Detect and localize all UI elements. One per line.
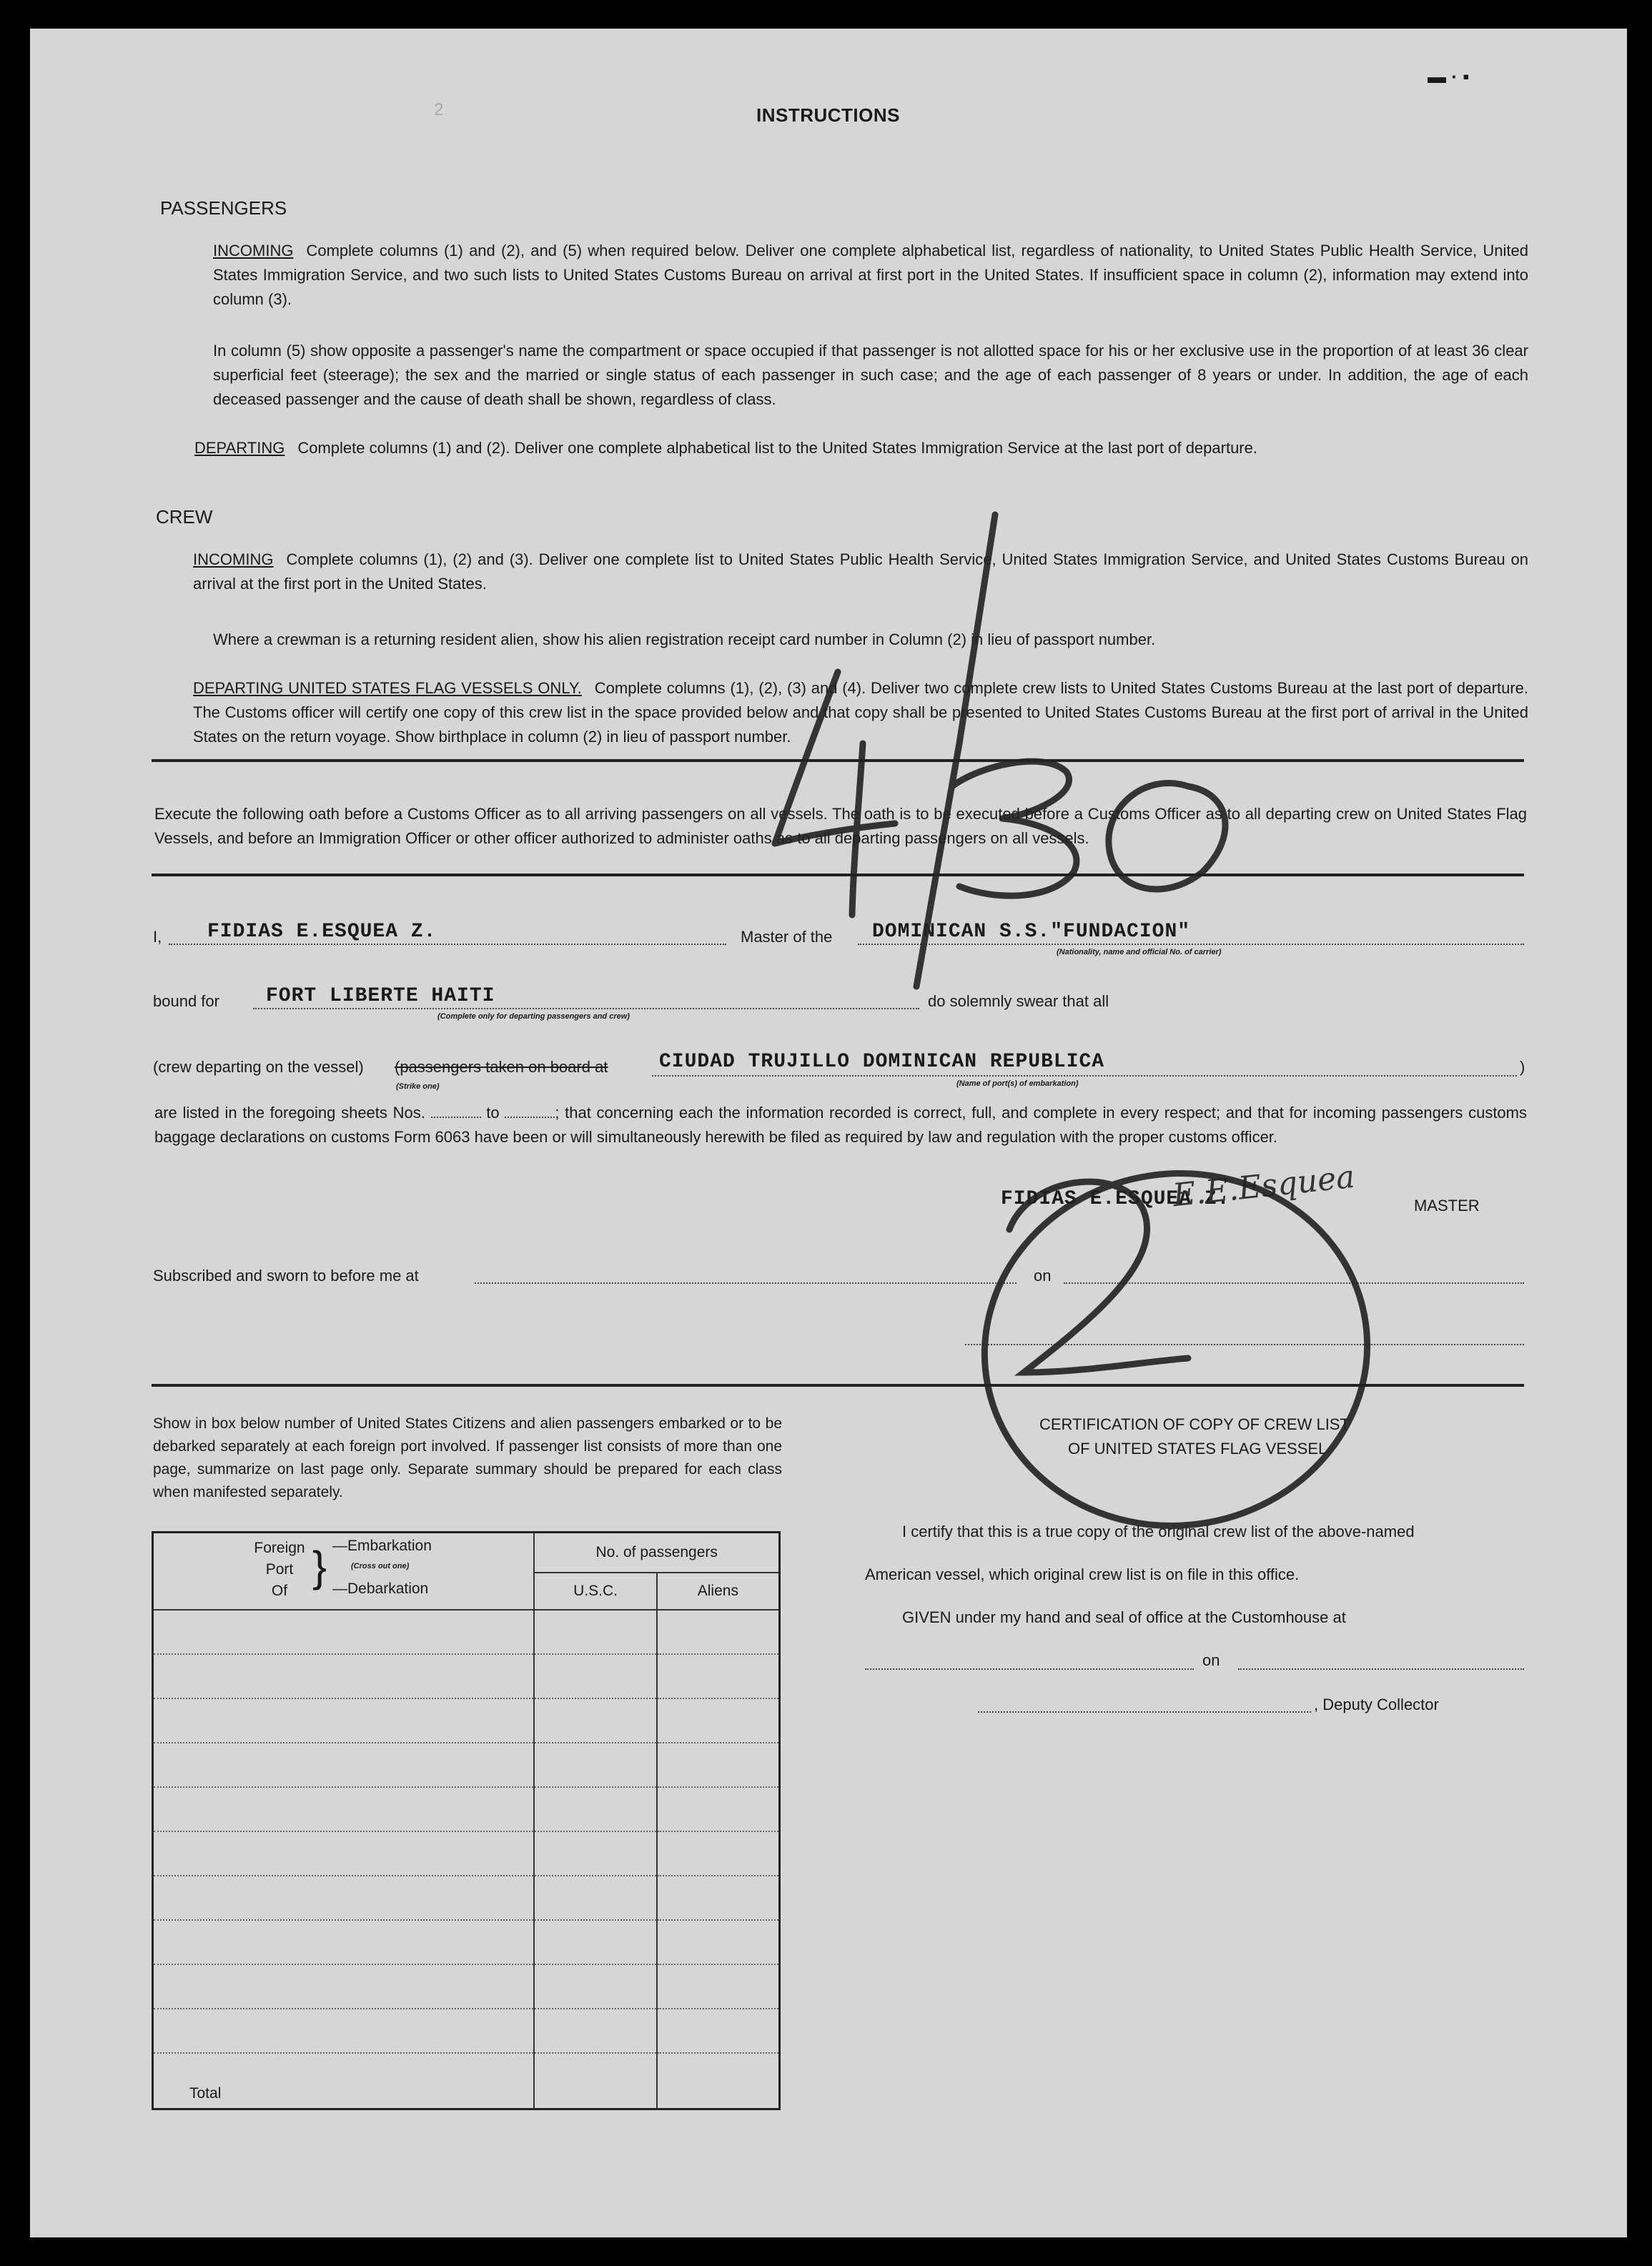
crew-resident-text: Where a crewman is a returning resident alien, show his alien registration receipt card number in Column (2) in lieu of passport number. — [213, 630, 1156, 648]
master-of-label: Master of the — [741, 928, 833, 946]
certification-text-2: American vessel, which original crew list is on file in this office. — [865, 1565, 1300, 1583]
master-name: FIDIAS E.ESQUEA Z. — [207, 921, 437, 943]
certification-title-line2: OF UNITED STATES FLAG VESSEL — [1068, 1440, 1327, 1458]
close-paren: ) — [1520, 1058, 1525, 1076]
handwritten-four-thirty — [775, 515, 1225, 986]
embarkation-note: (Name of port(s) of embarkation) — [956, 1079, 1079, 1088]
deputy-collector-label: , Deputy Collector — [1314, 1696, 1439, 1713]
total-label: Total — [189, 2085, 222, 2102]
passengers-column5-text: In column (5) show opposite a passenger's name the compartment or space occupied if that passenger is not allotted space for his or her exclusive use in the proportion of at least 36 clear superficial feet (steerage); the sex and the married or single status of each passenger in such case; and the age of each passenger of 8 years or under. In addition, the age of each deceased passenger and the cause of death shall be shown, regardless of class. — [213, 342, 1528, 408]
debarkation-label: —Debarkation — [332, 1580, 429, 1597]
signature-handwritten: E.E.Esquea — [1171, 1158, 1357, 1214]
passengers-departing-label: DEPARTING — [194, 439, 285, 457]
subscribed-on-label: on — [1034, 1267, 1052, 1285]
usc-label: U.S.C. — [573, 1583, 618, 1599]
oath-i-label: I, — [153, 928, 162, 946]
cross-out-note: (Cross out one) — [351, 1562, 410, 1570]
summary-instructions: Show in box below number of United States Citizens and alien passengers embarked or to be debarked separately at each foreign port involved. If passenger list consists of more than one page, summarize on last page only. Separate summary should be prepared for each class when manifested separately. — [153, 1415, 782, 1500]
strike-note: (Strike one) — [396, 1082, 440, 1091]
swear-text: do solemnly swear that all — [928, 992, 1109, 1010]
crew-incoming-label: INCOMING — [193, 550, 274, 568]
crew-departing-option: (crew departing on the vessel) — [153, 1058, 364, 1076]
vessel-name: DOMINICAN S.S."FUNDACION" — [872, 921, 1191, 943]
crew-incoming-text: Complete columns (1), (2) and (3). Deliver one complete list to United States Public Health Service, United States Immigration Service, and United States Customs Bureau on arrival at the first port in the United States. — [193, 550, 1528, 593]
passengers-incoming-label: INCOMING — [213, 242, 294, 259]
certification-title-line1: CERTIFICATION OF COPY OF CREW LIST — [1039, 1415, 1350, 1433]
oath-intro: Execute the following oath before a Customs Officer as to all arriving passengers on all vessels. The oath is to be executed before a Customs Officer as to all departing crew on United States Flag Vessels, and before an Immigration Officer or other officer authorized to administer oaths as to all departing passengers on all vessels. — [154, 805, 1527, 847]
signature-typed: FIDIAS E.ESQUEA Z. — [1001, 1188, 1230, 1210]
port-header-words: Foreign Port Of — [254, 1540, 305, 1599]
passengers-option-struck: (passengers taken on board at — [395, 1058, 608, 1076]
bound-for-label: bound for — [153, 992, 219, 1010]
certification-text-1: I certify that this is a true copy of the original crew list of the above-named — [902, 1523, 1415, 1540]
crew-heading: CREW — [156, 506, 213, 528]
page-mark: 2 — [434, 100, 444, 119]
no-of-passengers-label: No. of passengers — [535, 1533, 778, 1573]
brace: } — [312, 1543, 327, 1590]
crew-departing-label: DEPARTING UNITED STATES FLAG VESSELS ONLY. — [193, 679, 582, 697]
embarkation-port: CIUDAD TRUJILLO DOMINICAN REPUBLICA — [659, 1051, 1105, 1073]
embarkation-label: —Embarkation — [332, 1538, 432, 1554]
passengers-departing-text: Complete columns (1) and (2). Deliver one complete alphabetical list to the United States Immigration Service at the last port of departure. — [297, 439, 1257, 457]
aliens-label: Aliens — [656, 1573, 778, 1609]
form-page — [30, 29, 1627, 2237]
passengers-incoming-text: Complete columns (1) and (2), and (5) when required below. Deliver one complete alphabetical list, regardless of nationality, to United States Public Health Service, United States Immigration Service, and two such lists to United States Customs Bureau on arrival at first port in the United States. If insufficient space in column (2), information may extend into column (3). — [213, 242, 1528, 308]
passengers-heading: PASSENGERS — [160, 197, 287, 219]
bound-for-note: (Complete only for departing passengers and crew) — [437, 1012, 630, 1021]
certification-given: GIVEN under my hand and seal of office at the Customhouse at — [902, 1608, 1346, 1626]
crew-departing-text: Complete columns (1), (2), (3) and (4). Deliver two complete crew lists to United States Customs Bureau at the last port of departure. The Customs officer will certify one copy of this crew list in the space provided below and that copy shall be presented to United States Customs Bureau at the first port of arrival in the United States on the return voyage. Show birthplace in column (2) in lieu of passport number. — [193, 679, 1528, 746]
sheets-to-label: to — [486, 1104, 500, 1122]
subscribed-label: Subscribed and sworn to before me at — [153, 1267, 419, 1285]
sheets-label: are listed in the foregoing sheets Nos. — [154, 1104, 425, 1122]
declaration-text: ; that concerning each the information recorded is correct, full, and complete in every respect; and that for incoming passengers customs baggage declarations on customs Form 6063 have been or will simultaneously herewith be filed as required by law and regulation with the proper customs officer. — [154, 1104, 1527, 1146]
vessel-note: (Nationality, name and official No. of carrier) — [1057, 948, 1222, 956]
corner-mark: ▬ · ▪ — [1428, 66, 1470, 87]
bound-for-port: FORT LIBERTE HAITI — [266, 985, 495, 1007]
master-label: MASTER — [1414, 1197, 1480, 1214]
page-title: INSTRUCTIONS — [756, 104, 900, 126]
certification-on-label: on — [1202, 1651, 1220, 1669]
circled-two-mark — [961, 1149, 1390, 1550]
handwritten-marks — [30, 29, 1627, 2237]
